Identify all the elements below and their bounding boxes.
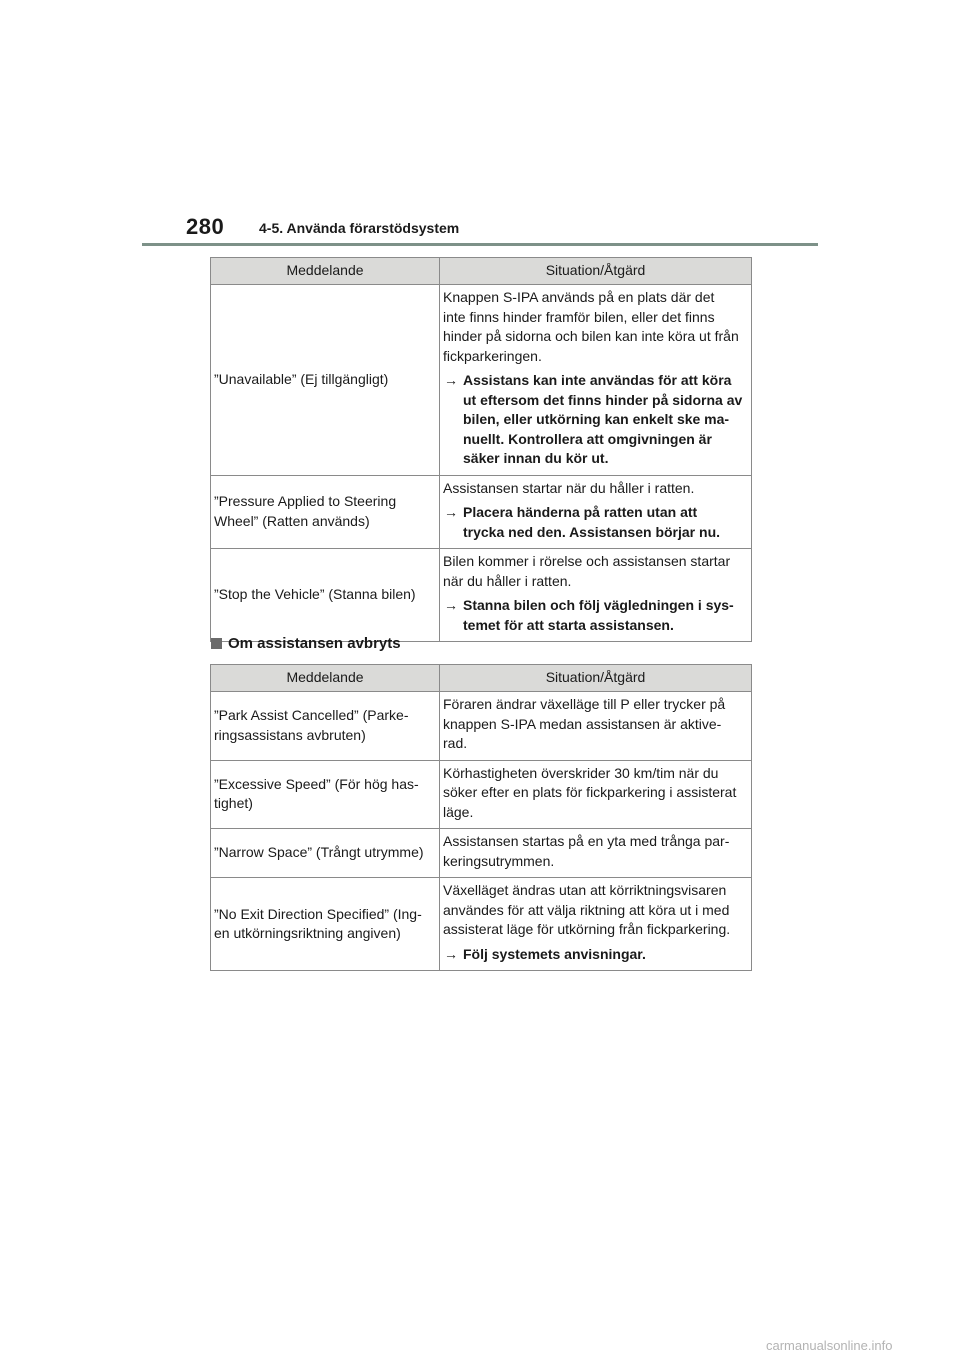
action-line: Assistans kan inte användas för att köra xyxy=(463,372,732,388)
table-row xyxy=(211,285,752,476)
situation-line: fickparkeringen. xyxy=(443,347,542,364)
action-text xyxy=(463,503,747,542)
situation-line: Föraren ändrar växelläge till P eller trycker på xyxy=(443,696,726,712)
situation-line: när du håller i ratten. xyxy=(443,572,572,589)
table-row xyxy=(211,760,752,829)
arrow-right-icon: → xyxy=(444,372,458,388)
arrow-right-icon: → xyxy=(444,945,458,962)
situation-line: knappen S-IPA medan assistansen är aktive- xyxy=(443,715,722,732)
table-row xyxy=(211,549,752,642)
section-subheading xyxy=(211,635,401,652)
action-instruction xyxy=(443,503,747,542)
column-header-situation: Situation/Åtgärd xyxy=(440,258,752,285)
column-header-situation: Situation/Åtgärd xyxy=(440,665,752,692)
column-header-message: Meddelande xyxy=(211,665,440,692)
situation-line: användes för att välja riktning att köra ut i med xyxy=(443,901,730,918)
action-line: Följ systemets anvisningar. xyxy=(463,945,646,962)
square-bullet-icon xyxy=(211,638,222,649)
subheading-text: Om assistansen avbryts xyxy=(228,635,401,652)
table-row xyxy=(211,878,752,971)
situation-line: Assistansen startar när du håller i ratten. xyxy=(443,479,695,496)
message-cell: ”Excessive Speed” (För hög has-tighet) xyxy=(211,760,440,829)
message-cell: ”No Exit Direction Specified” (Ing-en utkörningsriktning angiven) xyxy=(211,878,440,971)
situation-line: assisterat läge för utkörning från fickparkering. xyxy=(443,921,731,937)
action-line: nuellt. Kontrollera att omgivningen är xyxy=(463,430,712,447)
situation-cell xyxy=(440,549,752,642)
message-cell: ”Park Assist Cancelled” (Parke-ringsassistans avbruten) xyxy=(211,692,440,761)
message-table-cancelled xyxy=(210,664,752,971)
situation-cell xyxy=(440,829,752,878)
situation-cell xyxy=(440,692,752,761)
situation-line: rad. xyxy=(443,735,468,751)
situation-line: Assistansen startas på en yta med trånga par- xyxy=(443,833,730,849)
action-instruction xyxy=(443,371,747,469)
table-header-row xyxy=(211,258,752,285)
watermark: carmanualsonline.info xyxy=(766,1338,893,1353)
situation-line: inte finns hinder framför bilen, eller det finns xyxy=(443,308,715,325)
message-cell: ”Pressure Applied to Steering Wheel” (Ratten används) xyxy=(211,475,440,549)
situation-line: hinder på sidorna och bilen kan inte köra ut från xyxy=(443,328,739,344)
section-title: 4-5. Använda förarstödsystem xyxy=(259,220,460,236)
situation-line: Växelläget ändras utan att körriktningsvisaren xyxy=(443,882,727,898)
column-header-message: Meddelande xyxy=(211,258,440,285)
header-divider xyxy=(142,243,818,246)
arrow-right-icon: → xyxy=(444,597,458,613)
action-instruction xyxy=(443,945,747,965)
table-row xyxy=(211,829,752,878)
action-text xyxy=(463,371,747,469)
action-line: Stanna bilen och följ vägledningen i sys- xyxy=(463,597,734,613)
action-instruction xyxy=(443,596,747,635)
action-line: temet för att starta assistansen. xyxy=(463,616,674,633)
situation-line: läge. xyxy=(443,803,474,820)
action-line: ut eftersom det finns hinder på sidorna av xyxy=(463,391,743,408)
situation-cell xyxy=(440,760,752,829)
message-table-unavailable xyxy=(210,257,752,642)
table-row xyxy=(211,475,752,549)
message-cell: ”Unavailable” (Ej tillgängligt) xyxy=(211,285,440,476)
situation-cell xyxy=(440,878,752,971)
page-number: 280 xyxy=(186,214,225,239)
message-cell: ”Stop the Vehicle” (Stanna bilen) xyxy=(211,549,440,642)
action-text xyxy=(463,945,747,965)
action-line: trycka ned den. Assistansen börjar nu. xyxy=(463,523,721,540)
situation-line: Knappen S-IPA används på en plats där det xyxy=(443,289,715,305)
arrow-right-icon: → xyxy=(444,504,458,520)
situation-line: Bilen kommer i rörelse och assistansen startar xyxy=(443,553,731,569)
table-header-row xyxy=(211,665,752,692)
situation-cell xyxy=(440,475,752,549)
situation-line: söker efter en plats för fickparkering i assisterat xyxy=(443,784,737,800)
action-text xyxy=(463,596,747,635)
action-line: säker innan du kör ut. xyxy=(463,450,609,466)
situation-cell xyxy=(440,285,752,476)
action-line: Placera händerna på ratten utan att xyxy=(463,504,698,520)
situation-line: Körhastigheten överskrider 30 km/tim när du xyxy=(443,764,719,781)
table-row xyxy=(211,692,752,761)
action-line: bilen, eller utkörning kan enkelt ske ma- xyxy=(463,411,730,427)
message-cell: ”Narrow Space” (Trångt utrymme) xyxy=(211,829,440,878)
situation-line: keringsutrymmen. xyxy=(443,852,555,869)
